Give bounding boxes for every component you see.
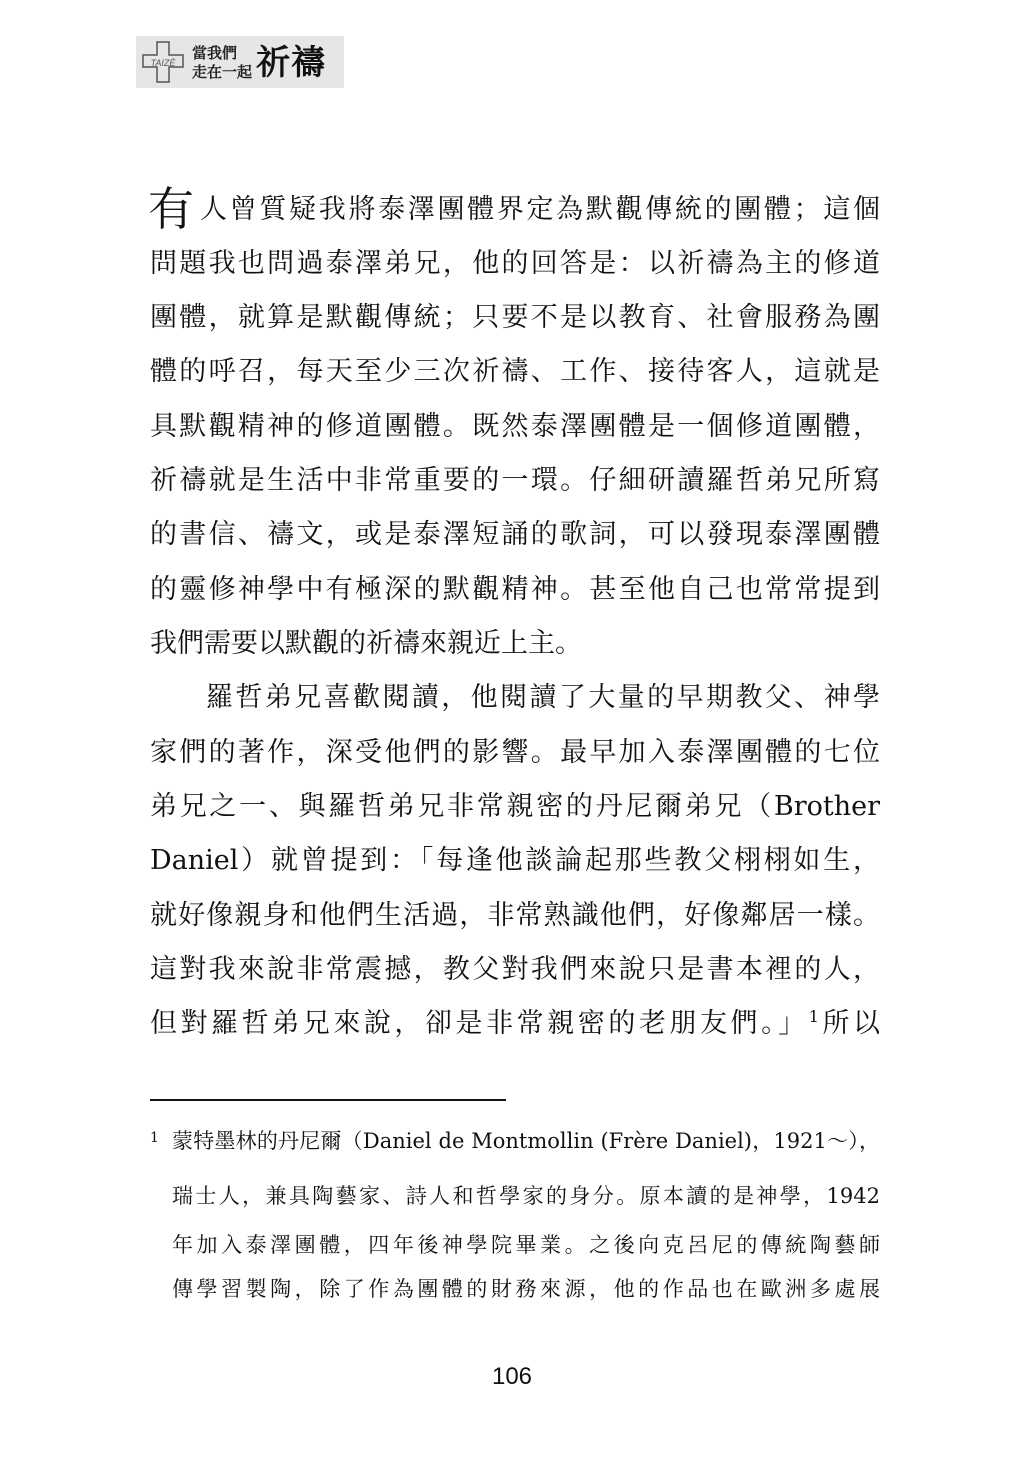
body-line: 的書信、禱文，或是泰澤短誦的歌詞，可以發現泰澤團體 xyxy=(150,519,880,550)
footnote-divider xyxy=(150,1099,506,1101)
body-line-last xyxy=(150,1006,880,1042)
page-number: 106 xyxy=(491,1363,533,1390)
body-line: 體的呼召，每天至少三次祈禱、工作、接待客人，這就是 xyxy=(150,356,880,387)
body-line: 人曾質疑我將泰澤團體界定為默觀傳統的團體；這個 xyxy=(200,194,880,225)
body-line: 問題我也問過泰澤弟兄，他的回答是：以祈禱為主的修道 xyxy=(150,248,880,279)
body-line: 團體，就算是默觀傳統；只要不是以教育、社會服務為團 xyxy=(150,302,880,333)
body-line: 羅哲弟兄喜歡閱讀，他閱讀了大量的早期教父、神學 xyxy=(206,682,880,713)
body-line: 具默觀精神的修道團體。既然泰澤團體是一個修道團體， xyxy=(150,411,880,442)
footnote-ref[interactable]: 1 xyxy=(808,1007,819,1026)
body-line: 就好像親身和他們生活過，非常熟識他們，好像鄰居一樣。 xyxy=(150,900,880,931)
body-line-tail: 所以 xyxy=(818,1008,880,1039)
body-line: 這對我來說非常震撼，教父對我們來說只是書本裡的人， xyxy=(150,954,880,985)
drop-cap: 有 xyxy=(148,182,194,236)
footnote-line: 年加入泰澤團體，四年後神學院畢業。之後向克呂尼的傳統陶藝師 xyxy=(172,1233,880,1257)
body-line: 的靈修神學中有極深的默觀精神。甚至他自己也常常提到 xyxy=(150,574,880,605)
header-title: 祈禱 xyxy=(256,43,326,83)
body-line: 祈禱就是生活中非常重要的一環。仔細研讀羅哲弟兄所寫 xyxy=(150,465,880,496)
body-line-text: 但對羅哲弟兄來說，卻是非常親密的老朋友們。」 xyxy=(150,1008,809,1039)
taize-cross-logo-icon xyxy=(140,40,186,84)
footnote-number: 1 xyxy=(150,1130,159,1146)
header-subtitle-line1: 當我們 xyxy=(192,44,238,62)
logo-text: TAIZÉ xyxy=(150,58,176,68)
footnote-line: 蒙特墨林的丹尼爾（Daniel de Montmollin (Frère Daniel)，1921～）， xyxy=(172,1129,880,1153)
body-line: Daniel）就曾提到：「每逢他談論起那些教父栩栩如生， xyxy=(150,845,880,876)
footnote-line: 瑞士人，兼具陶藝家、詩人和哲學家的身分。原本讀的是神學，1942 xyxy=(172,1184,880,1208)
body-line: 弟兄之一、與羅哲弟兄非常親密的丹尼爾弟兄（Brother xyxy=(150,791,880,822)
header-subtitle xyxy=(192,44,254,82)
body-line: 家們的著作，深受他們的影響。最早加入泰澤團體的七位 xyxy=(150,737,880,768)
body-line: 我們需要以默觀的祈禱來親近上主。 xyxy=(150,628,582,659)
footnote-line: 傳學習製陶，除了作為團體的財務來源，他的作品也在歐洲多處展 xyxy=(172,1277,880,1301)
header-subtitle-line2: 走在一起 xyxy=(192,63,253,81)
